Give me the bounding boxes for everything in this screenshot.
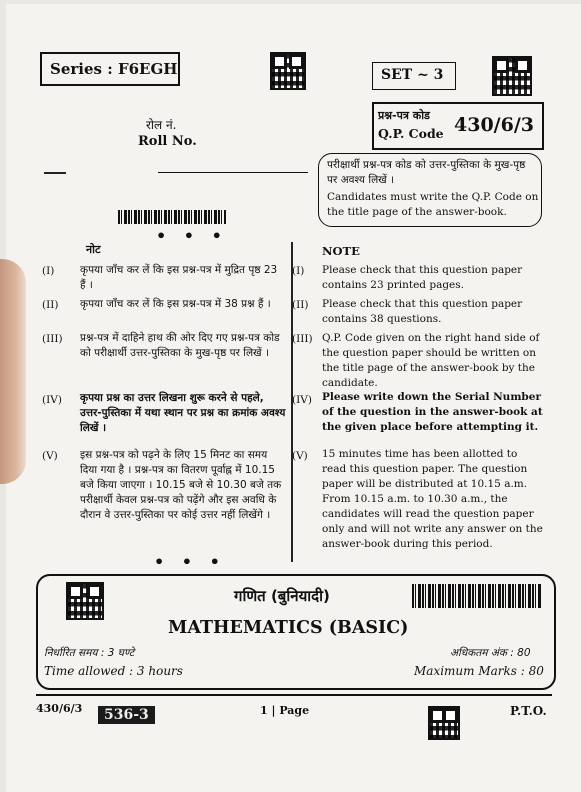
note-english: Please write down the Serial Number of the question in the answer-book at the given place before attempting it.	[322, 391, 543, 433]
note-number: (IV)	[42, 394, 62, 406]
note-english: Q.P. Code given on the right hand side of the question paper should be written on the title page of the answer-book by the candidate.	[322, 332, 540, 389]
barcode-left	[118, 210, 226, 224]
time-allowed-english: Time allowed : 3 hours	[44, 664, 183, 678]
note-hindi: कृपया प्रश्न का उत्तर लिखना शुरू करने से पहले, उत्तर-पुस्तिका में यथा स्थान पर प्रश्न का क्रमांक अवश्य लिखें ।	[80, 392, 286, 434]
note-number: (I)	[42, 265, 55, 277]
qp-code: 430/6/3	[454, 114, 534, 136]
time-allowed-hindi: निर्धारित समय : 3 घण्टे	[44, 647, 135, 659]
note-hindi: इस प्रश्न-पत्र को पढ़ने के लिए 15 मिनट का समय दिया गया है । प्रश्न-पत्र का वितरण पूर्वाह्न में 10.15 बजे किया जाएगा । 10.15 बजे से 10.30 बजे तक परीक्षार्थी केवल प्रश्न-पत्र को पढ़ेंगे और इस अवधि के दौरान वे उत्तर-पुस्तिका पर कोई उत्तर नहीं लिखेंगे ।	[80, 449, 282, 521]
note-english: Please check that this question paper contains 23 printed pages.	[322, 264, 523, 291]
exam-paper	[6, 4, 581, 792]
note-number: (I)	[292, 265, 305, 277]
note-hindi: प्रश्न-पत्र में दाहिने हाथ की ओर दिए गए प्रश्न-पत्र कोड को परीक्षार्थी उत्तर-पुस्तिका के मुख-पृष्ठ पर लिखें ।	[80, 332, 280, 359]
footer-rule	[36, 694, 552, 696]
qr-code-subject	[68, 584, 102, 618]
qp-code-box	[372, 102, 544, 150]
qr-code-top	[272, 54, 304, 88]
set-label: SET ~ 3	[381, 67, 444, 83]
notes-heading-english: NOTE	[322, 244, 360, 258]
notice-english: Candidates must write the Q.P. Code on the title page of the answer-book.	[327, 191, 539, 218]
note-number: (II)	[292, 299, 309, 311]
roll-label-english: Roll No.	[138, 134, 197, 149]
series-box	[40, 52, 180, 86]
ornament-dots: • • •	[156, 226, 228, 245]
note-number: (V)	[292, 450, 308, 462]
qr-code-top-right	[494, 58, 530, 94]
note-number: (III)	[292, 333, 313, 345]
barcode-subject	[412, 584, 542, 608]
page-number: 1 | Page	[260, 704, 310, 717]
note-number: (IV)	[292, 394, 312, 406]
footer-code: 430/6/3	[36, 702, 83, 715]
note-hindi: कृपया जाँच कर लें कि इस प्रश्न-पत्र में 38 प्रश्न हैं ।	[80, 298, 271, 310]
note-english: 15 minutes time has been allotted to read this question paper. The question paper will be distributed at 10.15 a.m. From 10.15 a.m. to 10.30 a.m., the candidates will read the question paper only and will not write any answer on the answer-book during this period.	[322, 448, 543, 550]
subject-title-hindi: गणित (बुनियादी)	[234, 587, 330, 605]
roll-number-boxes	[158, 154, 308, 173]
note-number: (II)	[42, 299, 59, 311]
note-english: Please check that this question paper contains 38 questions.	[322, 298, 523, 325]
pto-label: P.T.O.	[510, 704, 547, 718]
max-marks-english: Maximum Marks : 80	[414, 664, 544, 678]
thumb-obstruction	[0, 259, 26, 484]
notice-hindi: परीक्षार्थी प्रश्न-पत्र कोड को उत्तर-पुस्तिका के मुख-पृष्ठ पर अवश्य लिखें ।	[327, 159, 526, 186]
qr-code-footer	[430, 708, 458, 738]
notes-heading-hindi: नोट	[86, 243, 101, 256]
subject-box	[36, 574, 556, 690]
note-hindi: कृपया जाँच कर लें कि इस प्रश्न-पत्र में मुद्रित पृष्ठ 23 हैं ।	[80, 264, 278, 291]
footer-stamp: 536-3	[98, 706, 155, 724]
qp-label-english: Q.P. Code	[378, 126, 444, 141]
max-marks-hindi: अधिकतम अंक : 80	[450, 647, 531, 659]
set-box	[372, 62, 456, 90]
qp-label-hindi: प्रश्न-पत्र कोड	[378, 109, 430, 122]
series-label: Series : F6EGH	[50, 60, 178, 78]
dash-mark	[44, 172, 66, 174]
note-number: (V)	[42, 450, 58, 462]
notice-box	[318, 153, 542, 227]
note-number: (III)	[42, 333, 63, 345]
subject-title-english: MATHEMATICS (BASIC)	[168, 618, 409, 638]
roll-label-hindi: रोल नं.	[146, 118, 177, 132]
ornament-dots: • • •	[154, 552, 226, 571]
